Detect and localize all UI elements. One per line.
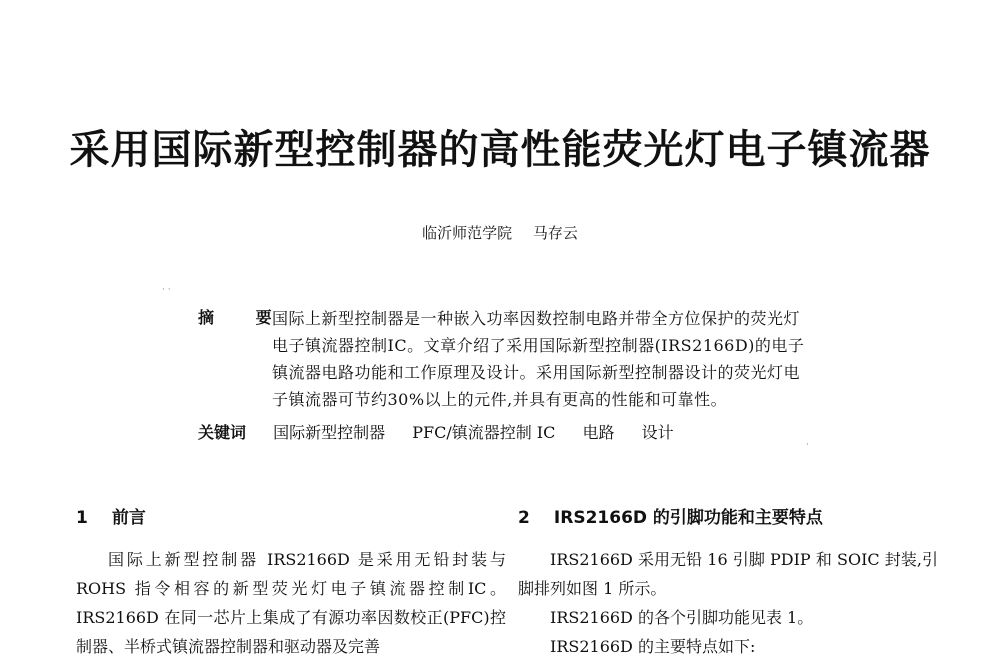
section-heading-2 [518, 505, 938, 531]
author-affiliation: 临沂师范学院 [422, 224, 513, 242]
abstract-text: 国际上新型控制器是一种嵌入功率因数控制电路并带全方位保护的荧光灯电子镇流器控制IC。文章介绍了采用国际新型控制器(IRS2166D)的电子镇流器电路功能和工作原理及设计。采用国际新型控制器设计的荧光灯电子镇流器可节约30%以上的元件,并具有更高的性能和可靠性。 [272, 309, 805, 409]
section-body-1 [76, 545, 506, 661]
keyword-item: 电路 [582, 423, 615, 442]
scan-noise: · · [162, 285, 171, 295]
paragraph: IRS2166D 的主要特点如下: [550, 637, 756, 656]
paragraph: IRS2166D 采用无铅 16 引脚 PDIP 和 SOIC 封装,引脚排列如图 1 所示。 [518, 550, 938, 598]
keywords-label: 关键词 [198, 423, 247, 442]
right-column [518, 505, 938, 661]
author-name: 马存云 [532, 224, 578, 242]
paper-title: 采用国际新型控制器的高性能荧光灯电子镇流器 [69, 127, 931, 173]
abstract-label: 摘 要 [198, 308, 290, 327]
section-body-2 [518, 545, 938, 661]
keyword-item: 设计 [641, 423, 674, 442]
keyword-item: PFC/镇流器控制 IC [412, 423, 556, 442]
section-number: 1 [76, 508, 88, 528]
keyword-item: 国际新型控制器 [273, 423, 386, 442]
section-heading-1 [76, 505, 506, 531]
section-title: IRS2166D 的引脚功能和主要特点 [553, 508, 823, 528]
author-line [0, 222, 1000, 243]
paragraph: 国际上新型控制器 IRS2166D 是采用无铅封装与 ROHS 指令相容的新型荧光灯电子镇流器控制IC。IRS2166D 在同一芯片上集成了有源功率因数校正(PFC)控制器、半桥式镇流器控制器和驱动器及完善 [76, 550, 506, 656]
section-title: 前言 [111, 508, 146, 528]
paragraph: IRS2166D 的各个引脚功能见表 1。 [550, 608, 814, 627]
left-column [76, 505, 506, 661]
section-number: 2 [518, 508, 530, 528]
abstract-block [198, 305, 808, 413]
keywords-row [198, 420, 818, 443]
scan-noise-2: · [806, 440, 809, 450]
